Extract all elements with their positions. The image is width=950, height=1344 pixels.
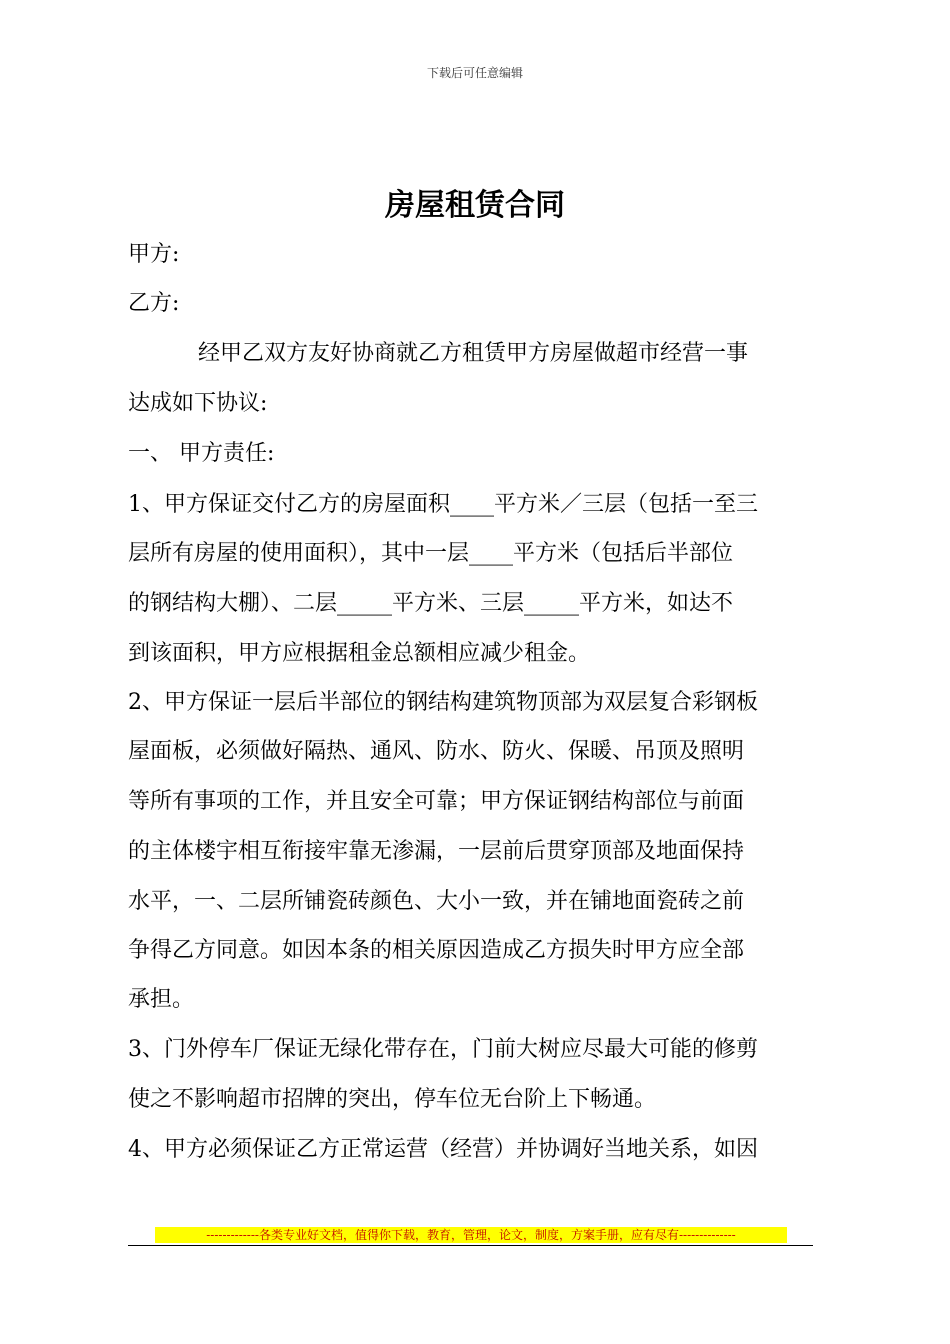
clause-2-line-2: 屋面板，必须做好隔热、通风、防水、防火、保暖、吊顶及照明 (128, 739, 745, 764)
preamble-line-2: 达成如下协议: (128, 391, 268, 416)
clause-2-line-3: 等所有事项的工作，并且安全可靠；甲方保证钢结构部位与前面 (128, 789, 745, 814)
party-a-line: 甲方: (128, 242, 180, 267)
page-header-note: 下载后可任意编辑 (426, 66, 523, 80)
clause-3-line-2: 使之不影响超市招牌的突出，停车位无台阶上下畅通。 (128, 1087, 657, 1112)
party-b-line: 乙方: (128, 291, 180, 316)
clause-2-line-4: 的主体楼宇相互衔接牢靠无渗漏，一层前后贯穿顶部及地面保持 (128, 839, 745, 864)
document-title: 房屋租赁合同 (385, 188, 565, 223)
clause-2-line-6: 争得乙方同意。如因本条的相关原因造成乙方损失时甲方应全部 (128, 938, 745, 963)
clause-4-line-1: 4、甲方必须保证乙方正常运营（经营）并协调好当地关系，如因 (128, 1137, 758, 1162)
clause-2-line-7: 承担。 (128, 987, 195, 1012)
clause-1-line-1: 1、甲方保证交付乙方的房屋面积____平方米／三层（包括一至三 (128, 492, 758, 517)
clause-1-line-4: 到该面积，甲方应根据租金总额相应减少租金。 (128, 641, 591, 666)
preamble-line-1: 经甲乙双方友好协商就乙方租赁甲方房屋做超市经营一事 (198, 341, 749, 366)
clause-1-line-3: 的钢结构大棚）、二层_____平方米、三层_____平方米，如达不 (128, 591, 734, 616)
footer-banner: -------------各类专业好文档，值得你下载，教育，管理，论文，制度，方案手册，应有尽有-------------- (155, 1227, 787, 1243)
clause-2-line-5: 水平，一、二层所铺瓷砖颜色、大小一致，并在铺地面瓷砖之前 (128, 889, 745, 914)
section-heading: 一、 甲方责任: (128, 441, 275, 466)
clause-3-line-1: 3、门外停车厂保证无绿化带存在，门前大树应尽最大可能的修剪 (128, 1037, 758, 1062)
clause-1-line-2: 层所有房屋的使用面积），其中一层____平方米（包括后半部位 (128, 541, 734, 566)
footer-divider (128, 1245, 813, 1246)
clause-2-line-1: 2、甲方保证一层后半部位的钢结构建筑物顶部为双层复合彩钢板 (128, 690, 758, 715)
